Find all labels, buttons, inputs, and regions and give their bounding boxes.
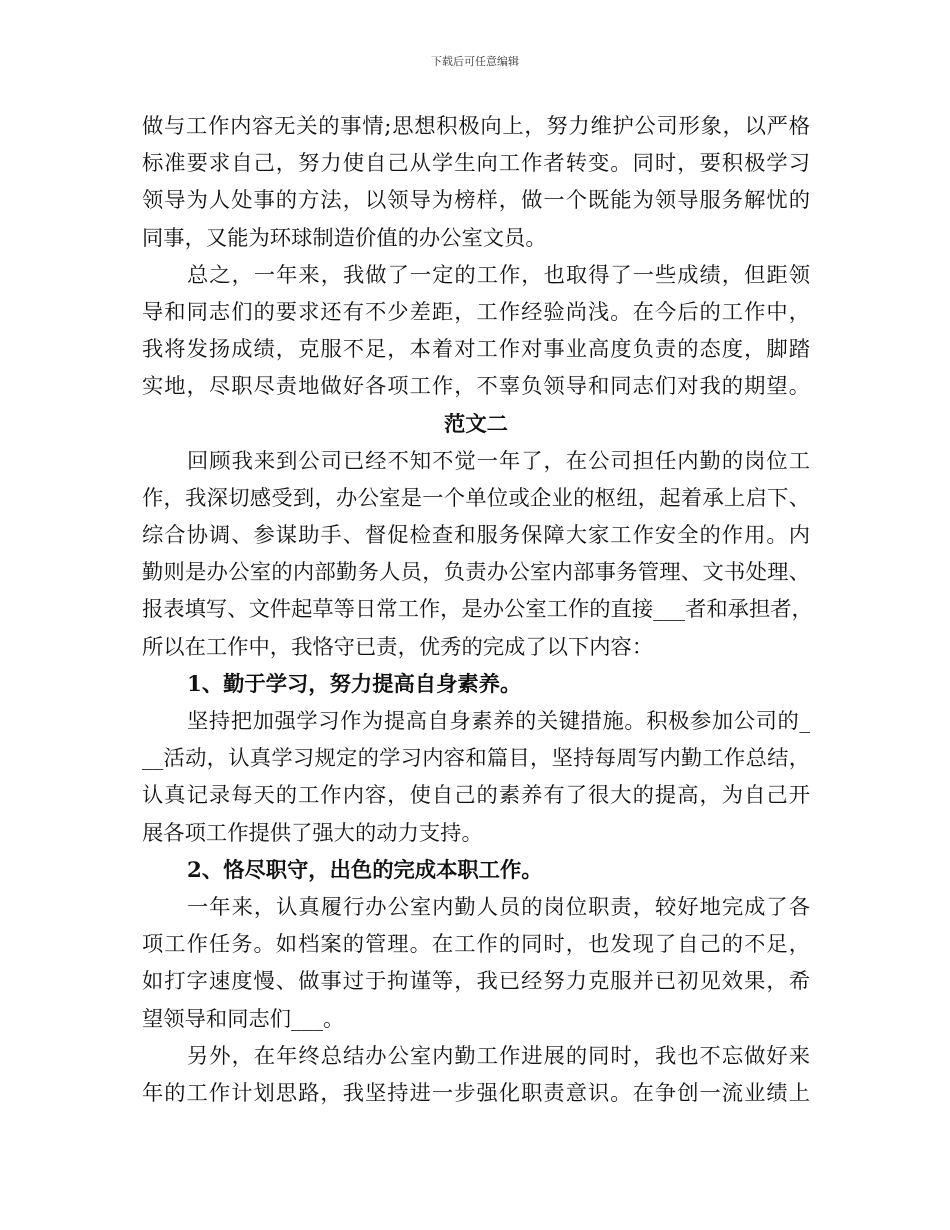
text-line: 做与工作内容无关的事情;思想积极向上，努力维护公司形象，以严格 xyxy=(142,114,810,139)
document-body xyxy=(142,108,813,1112)
text-line: 一年来，认真履行办公室内勤人员的岗位职责，较好地完成了各 xyxy=(187,894,810,920)
paragraph xyxy=(142,703,810,852)
text-line: 展各项工作提供了强大的动力支持。 xyxy=(142,820,483,846)
paragraph xyxy=(142,1038,810,1112)
text-line: 如打字速度慢、做事过于拘谨等，我已经努力克服并已初见效果，希 xyxy=(142,969,810,995)
text-line: 年的工作计划思路，我坚持进一步强化职责意识。在争创一流业绩上 xyxy=(142,1080,810,1106)
text-line: 实地，尽职尽责地做好各项工作，不辜负领导和同志们对我的期望。 xyxy=(142,374,810,400)
paragraph xyxy=(142,443,813,666)
text-line: 同事，又能为环球制造价值的办公室文员。 xyxy=(142,225,547,251)
text-line: 回顾我来到公司已经不知不觉一年了，在公司担任内勤的岗位工 xyxy=(187,448,810,474)
text-line: __活动，认真学习规定的学习内容和篇目，坚持每周写内勤工作总结， xyxy=(142,746,810,772)
text-line: 所以在工作中，我恪守已责，优秀的完成了以下内容： xyxy=(142,634,654,660)
page-header: 下载后可任意编辑 xyxy=(431,55,519,68)
text-line: 导和同志们的要求还有不少差距，工作经验尚浅。在今后的工作中， xyxy=(142,299,810,325)
text-line: 另外，在年终总结办公室内勤工作进展的同时，我也不忘做好来 xyxy=(187,1043,810,1069)
text-line: 总之，一年来，我做了一定的工作，也取得了一些成绩，但距领 xyxy=(187,262,810,288)
text-line: 勤则是办公室的内部勤务人员，负责办公室内部事务管理、文书处理、 xyxy=(142,560,810,586)
paragraph xyxy=(142,257,810,406)
text-line: 坚持把加强学习作为提高自身素养的关键措施。积极参加公司的_ xyxy=(187,709,810,734)
paragraph xyxy=(142,108,810,257)
paragraph xyxy=(142,889,810,1038)
text-line: 报表填写、文件起草等日常工作，是办公室工作的直接___者和承担者， xyxy=(142,597,813,623)
text-line: 标准要求自己，努力使自己从学生向工作者转变。同时，要积极学习 xyxy=(142,151,810,177)
section-title: 范文二 xyxy=(444,411,508,437)
text-line: 望领导和同志们___。 xyxy=(142,1006,345,1032)
subheading: 1、勤于学习，努力提高自身素养。 xyxy=(187,671,522,697)
text-line: 项工作任务。如档案的管理。在工作的同时，也发现了自己的不足， xyxy=(142,932,810,958)
text-line: 领导为人处事的方法，以领导为榜样，做一个既能为领导服务解忧的 xyxy=(142,188,810,214)
text-line: 作，我深切感受到，办公室是一个单位或企业的枢纽，起着承上启下、 xyxy=(142,485,810,511)
subheading: 2、恪尽职守，出色的完成本职工作。 xyxy=(187,857,543,883)
text-line: 综合协调、参谋助手、督促检查和服务保障大家工作安全的作用。内 xyxy=(142,523,810,549)
text-line: 认真记录每天的工作内容，使自己的素养有了很大的提高，为自己开 xyxy=(142,783,810,809)
text-line: 我将发扬成绩，克服不足，本着对工作对事业高度负责的态度，脚踏 xyxy=(142,337,810,363)
